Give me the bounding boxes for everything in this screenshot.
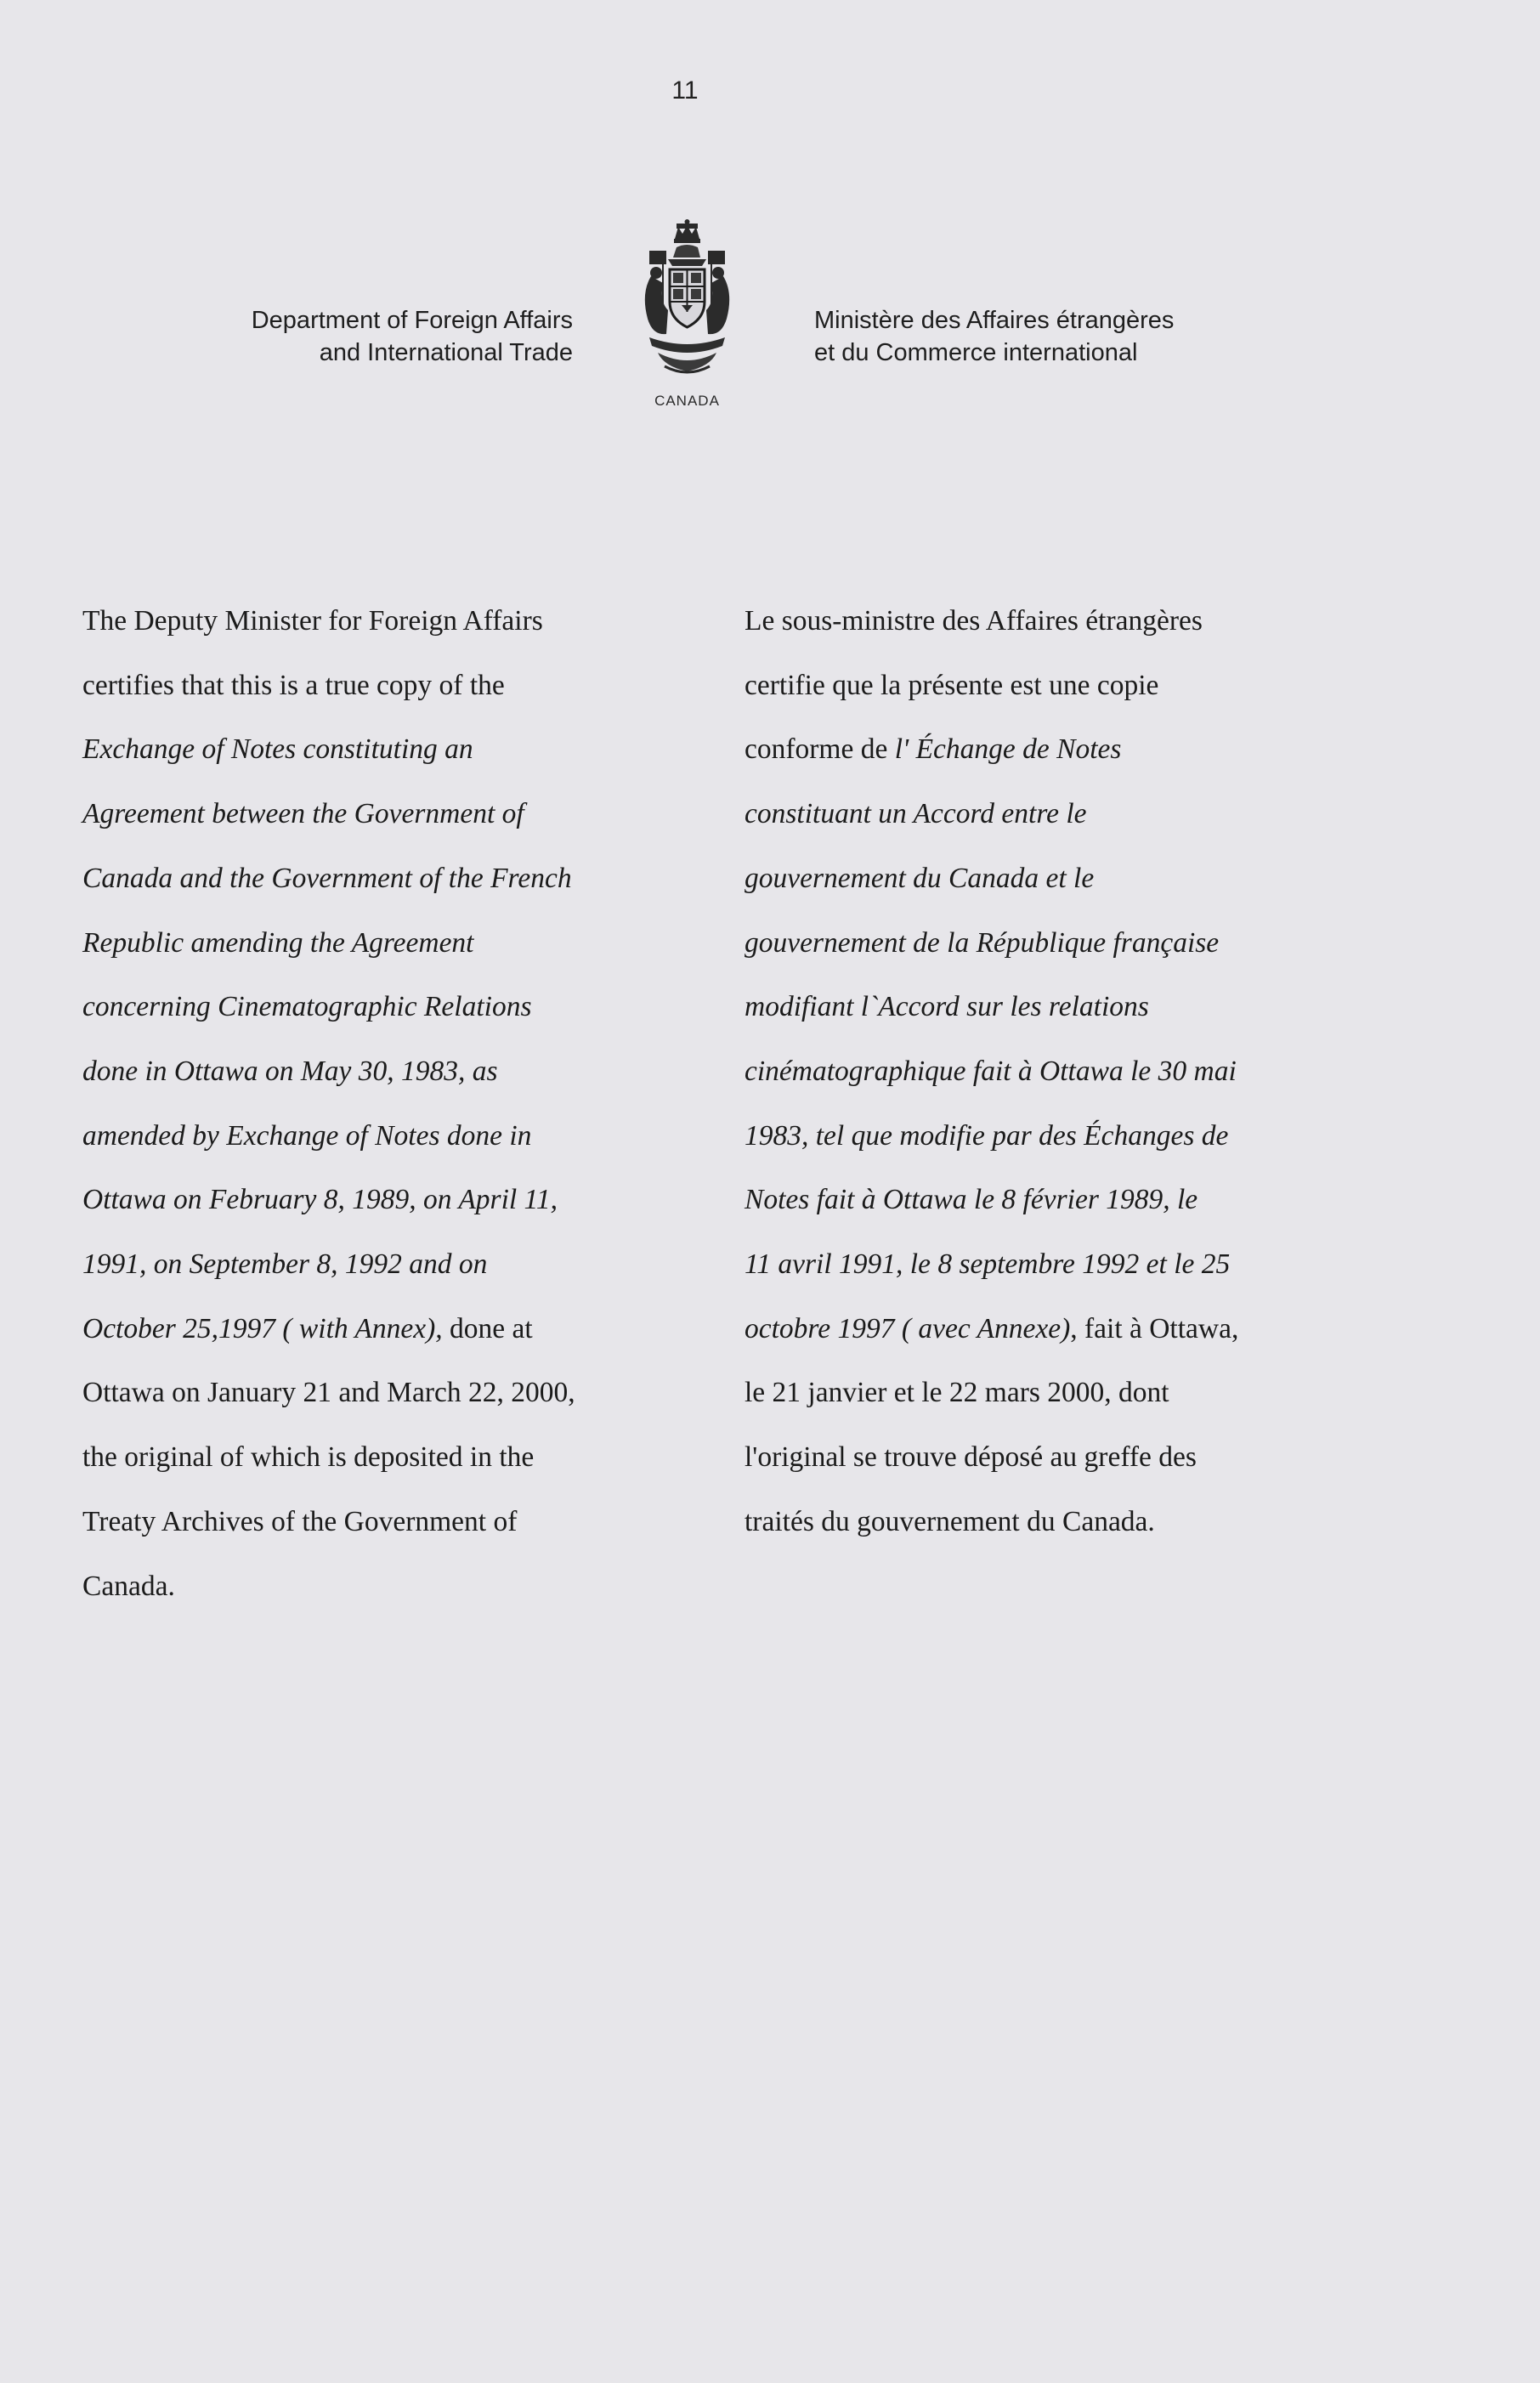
text-line xyxy=(745,846,1356,911)
text-segment: Canada and the Government of the French xyxy=(82,862,572,894)
page-number: 11 xyxy=(671,76,699,105)
text-line xyxy=(82,1554,669,1619)
text-segment: Agreement between the Government of xyxy=(82,798,524,830)
text-segment: cinématographique fait à Ottawa le 30 mai xyxy=(745,1055,1237,1087)
text-segment: October 25,1997 ( with Annex), xyxy=(82,1312,443,1344)
text-segment: The Deputy Minister for Foreign Affairs xyxy=(82,605,543,637)
text-line xyxy=(745,1297,1356,1361)
text-line xyxy=(82,589,669,654)
text-line xyxy=(82,1232,669,1297)
text-segment: 11 avril 1991, le 8 septembre 1992 et le 25 xyxy=(745,1248,1231,1281)
text-segment: Canada. xyxy=(82,1570,175,1602)
text-segment: 1983, tel que modifie par des Échanges de xyxy=(745,1119,1229,1152)
text-line xyxy=(82,1104,669,1169)
text-line xyxy=(745,1104,1356,1169)
text-segment: Le sous-ministre des Affaires étrangères xyxy=(745,605,1203,637)
department-line: Department of Foreign Affairs xyxy=(251,307,573,334)
text-segment: Treaty Archives of the Government of xyxy=(82,1505,518,1537)
text-line xyxy=(82,1425,669,1490)
text-line xyxy=(82,782,669,846)
text-segment: le 21 janvier et le 22 mars 2000, dont xyxy=(745,1377,1169,1409)
text-segment: modifiant l`Accord sur les relations xyxy=(745,991,1149,1023)
text-line xyxy=(745,717,1356,782)
text-line xyxy=(745,1361,1356,1425)
text-line xyxy=(745,911,1356,976)
text-line xyxy=(745,1168,1356,1232)
text-segment: l'original se trouve déposé au greffe des xyxy=(745,1441,1197,1474)
text-line xyxy=(82,1297,669,1361)
text-segment: amended by Exchange of Notes done in xyxy=(82,1119,532,1152)
text-line xyxy=(82,717,669,782)
text-segment: certifie que la présente est une copie xyxy=(745,669,1159,701)
text-line xyxy=(745,1490,1356,1554)
department-line: et du Commerce international xyxy=(814,339,1138,366)
text-line xyxy=(745,654,1356,718)
department-line: and International Trade xyxy=(319,339,573,366)
text-line xyxy=(745,1232,1356,1297)
text-segment: gouvernement de la République française xyxy=(745,926,1220,959)
text-line xyxy=(745,782,1356,846)
text-segment: done in Ottawa on May 30, 1983, as xyxy=(82,1055,498,1087)
certificate-english xyxy=(82,589,669,1618)
text-segment: octobre 1997 ( avec Annexe) xyxy=(745,1312,1071,1344)
text-segment: Exchange of Notes constituting an xyxy=(82,733,473,766)
text-segment: Ottawa on January 21 and March 22, 2000, xyxy=(82,1377,575,1409)
text-line xyxy=(82,911,669,976)
text-line xyxy=(82,846,669,911)
text-segment: Notes fait à Ottawa le 8 février 1989, le xyxy=(745,1184,1198,1216)
text-line xyxy=(82,1168,669,1232)
text-segment: constituant un Accord entre le xyxy=(745,798,1087,830)
text-line xyxy=(745,975,1356,1039)
text-segment: the original of which is deposited in the xyxy=(82,1441,535,1474)
department-line: Ministère des Affaires étrangères xyxy=(814,307,1175,334)
text-line xyxy=(82,1039,669,1104)
text-segment: Ottawa on February 8, 1989, on April 11, xyxy=(82,1184,558,1216)
text-segment: 1991, on September 8, 1992 and on xyxy=(82,1248,488,1281)
text-line xyxy=(82,1361,669,1425)
coat-of-arms-of-canada-icon xyxy=(634,217,740,387)
canada-wordmark: CANADA xyxy=(654,393,720,409)
text-line xyxy=(82,654,669,718)
certificate-french xyxy=(745,589,1356,1554)
text-line xyxy=(745,589,1356,654)
text-segment: certifies that this is a true copy of the xyxy=(82,669,505,701)
text-line xyxy=(745,1425,1356,1490)
text-line xyxy=(82,1490,669,1554)
department-name-english xyxy=(252,304,573,369)
text-segment: l' Échange de Notes xyxy=(894,733,1122,766)
text-segment: done at xyxy=(442,1312,533,1344)
department-name-french xyxy=(814,304,1174,369)
text-segment: concerning Cinematographic Relations xyxy=(82,991,532,1023)
text-segment: Republic amending the Agreement xyxy=(82,926,474,959)
text-line xyxy=(745,1039,1356,1104)
text-segment: traités du gouvernement du Canada. xyxy=(745,1505,1155,1537)
text-segment: conforme de xyxy=(745,733,895,766)
text-segment: , fait à Ottawa, xyxy=(1070,1312,1239,1344)
text-line xyxy=(82,975,669,1039)
text-segment: gouvernement du Canada et le xyxy=(745,862,1095,894)
